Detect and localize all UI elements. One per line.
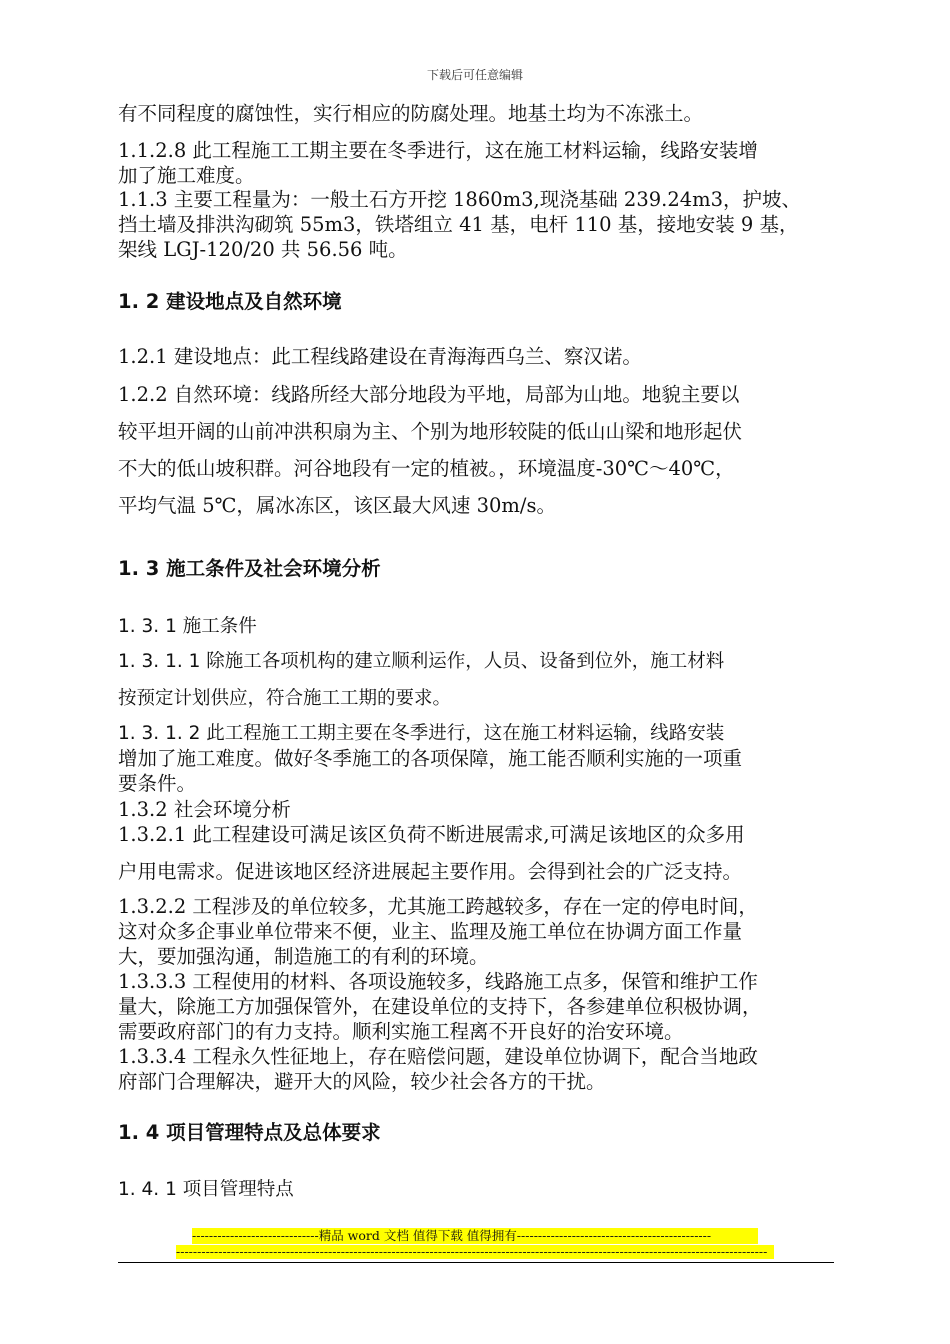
text-line: 架线 LGJ-120/20 共 56.56 吨。 [118, 238, 408, 261]
section-heading-1-4: 1. 4 项目管理特点及总体要求 [118, 1121, 381, 1144]
paragraph-1-3-3-4 [118, 1044, 838, 1094]
text-line: 大，要加强沟通，制造施工的有利的环境。 [118, 945, 489, 968]
text-line: 有不同程度的腐蚀性，实行相应的防腐处理。地基土均为不冻涨土。 [118, 102, 704, 125]
text-line: 1.3.2.2 工程涉及的单位较多，尤其施工跨越较多，存在一定的停电时间， [118, 895, 758, 918]
text-line: 按预定计划供应，符合施工工期的要求。 [118, 688, 452, 709]
text-line: 不大的低山坡积群。河谷地段有一定的植被。，环境温度-30℃～40℃， [118, 457, 735, 480]
text-line: 1.1.2.8 此工程施工工期主要在冬季进行，这在施工材料运输，线路安装增 [118, 139, 758, 162]
text-line: 1.3.2.1 此工程建设可满足该区负荷不断进展需求,可满足该地区的众多用 [118, 823, 745, 846]
text-line: 1.2.2 自然环境：线路所经大部分地段为平地，局部为山地。地貌主要以 [118, 383, 740, 406]
section-heading-1-2: 1. 2 建设地点及自然环境 [118, 290, 342, 313]
text-line: 1.1.3 主要工程量为：一般土石方开挖 1860m3,现浇基础 239.24m3，护坡、 [118, 188, 802, 211]
text-line: 1. 3. 1 施工条件 [118, 616, 257, 637]
paragraph-1-3-1-1 [118, 643, 838, 717]
paragraph-1-4-1 [118, 1177, 838, 1202]
text-line: 1.3.2 社会环境分析 [118, 798, 291, 821]
text-line: 1.3.3.3 工程使用的材料、各项设施较多，线路施工点多，保管和维护工作 [118, 970, 758, 993]
text-line: 1.2.1 建设地点：此工程线路建设在青海海西乌兰、察汉诺。 [118, 345, 642, 368]
paragraph-1-3-1 [118, 614, 838, 639]
text-line: 挡土墙及排洪沟砌筑 55m3，铁塔组立 41 基，电杆 110 基，接地安装 9 基， [118, 213, 799, 236]
paragraph-1-3-2-1 [118, 816, 838, 890]
text-line: 这对众多企事业单位带来不便，业主、监理及施工单位在协调方面工作量 [118, 920, 743, 943]
section-heading-1-3: 1. 3 施工条件及社会环境分析 [118, 557, 381, 580]
text-line: 1. 4. 1 项目管理特点 [118, 1179, 294, 1200]
text-line: 1. 3. 1. 2 此工程施工工期主要在冬季进行，这在施工材料运输，线路安装 [118, 723, 725, 744]
footer-divider [118, 1262, 834, 1263]
text-line: 较平坦开阔的山前冲洪积扇为主、个别为地形较陡的低山山梁和地形起伏 [118, 420, 743, 443]
paragraph-1-1-2-8 [118, 138, 838, 188]
text-line: 加了施工难度。 [118, 164, 255, 187]
text-line: 要条件。 [118, 772, 197, 795]
paragraph-1-2-1 [118, 344, 838, 369]
text-line: 量大，除施工方加强保管外，在建设单位的支持下，各参建单位积极协调， [118, 995, 762, 1018]
text-line: 户用电需求。促进该地区经济进展起主要作用。会得到社会的广泛支持。 [118, 860, 743, 883]
footer-banner: ------------------------------精品 word 文档 值得下载 值得拥有---------------------------------------------- [192, 1228, 758, 1244]
text-line: 1.3.3.4 工程永久性征地上，存在赔偿问题，建设单位协调下，配合当地政 [118, 1045, 758, 1068]
paragraph-soil [118, 101, 838, 126]
text-line: 府部门合理解决，避开大的风险，较少社会各方的干扰。 [118, 1070, 606, 1093]
paragraph-1-3-2-2 [118, 894, 838, 969]
text-line: 平均气温 5℃，属冰冻区，该区最大风速 30m/s。 [118, 494, 556, 517]
paragraph-1-3-3-3 [118, 969, 838, 1044]
page-header: 下载后可任意编辑 [426, 68, 523, 82]
text-line: 需要政府部门的有力支持。顺利实施工程离不开良好的治安环境。 [118, 1020, 684, 1043]
footer-dash-line: -------------------------------------------------------------------------------------------------------------------------------------------- [176, 1245, 774, 1259]
paragraph-1-3-1-2 [118, 721, 838, 796]
text-line: 1. 3. 1. 1 除施工各项机构的建立顺利运作，人员、设备到位外，施工材料 [118, 651, 725, 672]
paragraph-1-1-3 [118, 187, 838, 262]
text-line: 增加了施工难度。做好冬季施工的各项保障，施工能否顺利实施的一项重 [118, 747, 743, 770]
paragraph-1-2-2 [118, 376, 838, 524]
